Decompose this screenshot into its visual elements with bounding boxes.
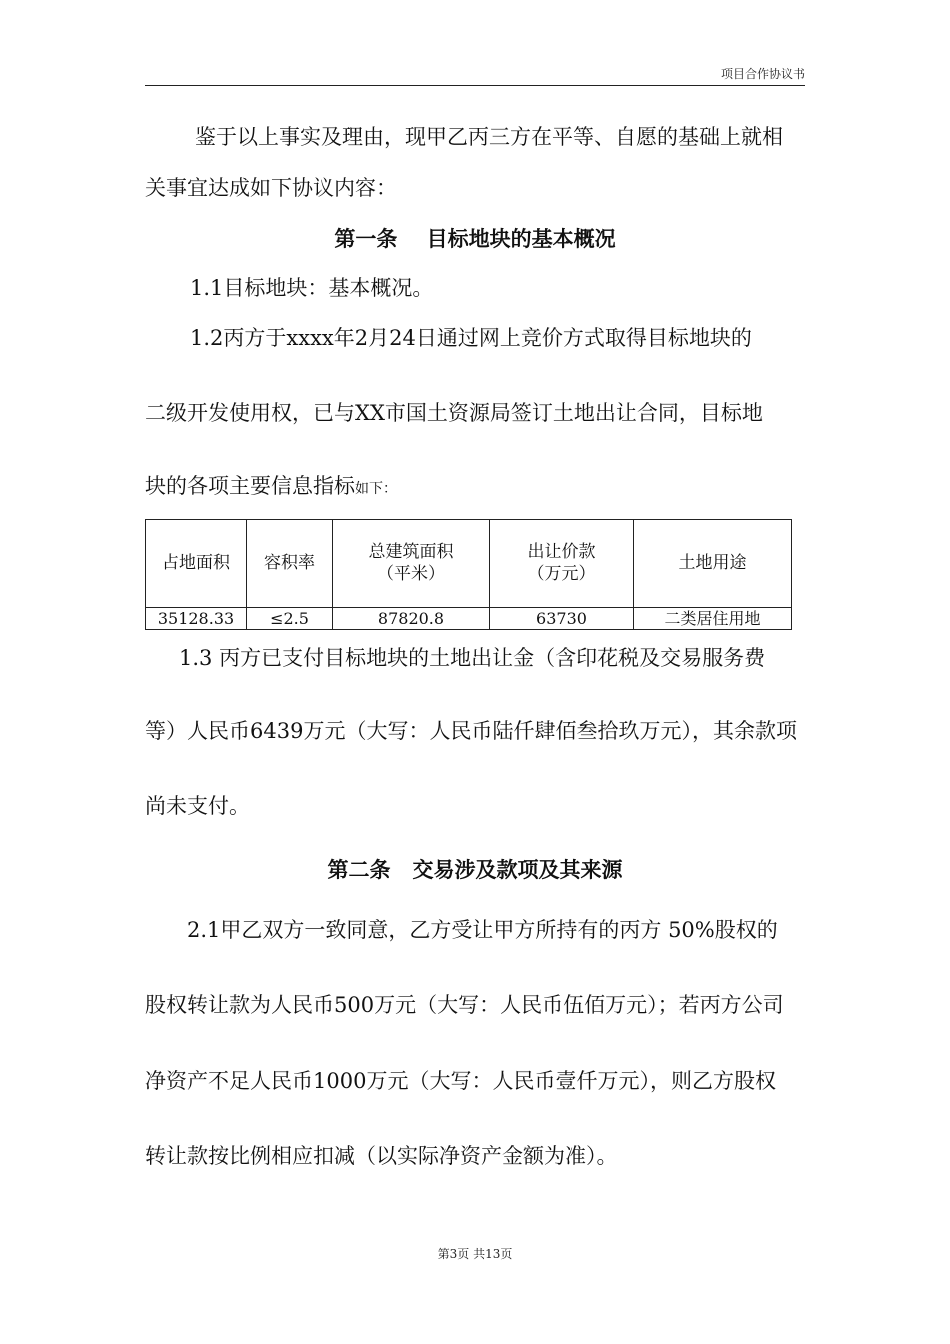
header-land-use: 土地用途 — [634, 520, 792, 608]
intro-line-1: 鉴于以上事实及理由，现甲乙丙三方在平等、自愿的基础上就相 — [195, 125, 783, 149]
land-info-table — [145, 519, 792, 630]
clause-1-2-line-3-main: 块的各项主要信息指标 — [145, 474, 355, 498]
document-header-title: 项目合作协议书 — [720, 67, 805, 81]
clause-1-2-line-1: 1.2丙方于xxxx年2月24日通过网上竞价方式取得目标地块的 — [190, 326, 752, 350]
header-rule — [145, 85, 805, 86]
article-2-heading: 第二条 交易涉及款项及其来源 — [327, 857, 623, 882]
cell-plot-ratio: ≤2.5 — [247, 608, 333, 630]
header-land-area: 占地面积 — [146, 520, 247, 608]
table-row — [146, 608, 792, 630]
cell-total-floor-area: 87820.8 — [333, 608, 490, 630]
clause-1-3-line-1: 1.3 丙方已支付目标地块的土地出让金（含印花税及交易服务费 — [179, 646, 766, 670]
clause-1-2-line-2: 二级开发使用权，已与XX市国土资源局签订土地出让合同，目标地 — [145, 401, 763, 425]
clause-2-1-line-3: 净资产不足人民币1000万元（大写：人民币壹仟万元），则乙方股权 — [145, 1069, 776, 1093]
clause-1-3-line-2: 等）人民币6439万元（大写：人民币陆仟肆佰叁拾玖万元），其余款项 — [145, 719, 797, 743]
header-total-floor-area: 总建筑面积 （平米） — [333, 520, 490, 608]
clause-2-1-line-4: 转让款按比例相应扣减（以实际净资产金额为准）。 — [145, 1144, 618, 1168]
page-number: 第3页 共13页 — [437, 1247, 513, 1261]
clause-1-2-line-3-small: 如下： — [355, 481, 397, 497]
clause-1-1: 1.1目标地块：基本概况。 — [190, 276, 434, 300]
intro-line-2: 关事宜达成如下协议内容： — [145, 176, 397, 200]
cell-land-use: 二类居住用地 — [634, 608, 792, 630]
cell-transfer-price: 63730 — [490, 608, 634, 630]
clause-2-1-line-1: 2.1甲乙双方一致同意，乙方受让甲方所持有的丙方 50%股权的 — [187, 918, 778, 942]
header-transfer-price: 出让价款 （万元） — [490, 520, 634, 608]
clause-1-3-line-3: 尚未支付。 — [145, 794, 250, 818]
header-plot-ratio: 容积率 — [247, 520, 333, 608]
clause-2-1-line-2: 股权转让款为人民币500万元（大写：人民币伍佰万元）；若丙方公司 — [145, 993, 784, 1017]
article-1-heading: 第一条 目标地块的基本概况 — [334, 226, 616, 251]
clause-1-2-line-3 — [145, 476, 805, 497]
cell-land-area: 35128.33 — [146, 608, 247, 630]
table-header-row — [146, 520, 792, 608]
